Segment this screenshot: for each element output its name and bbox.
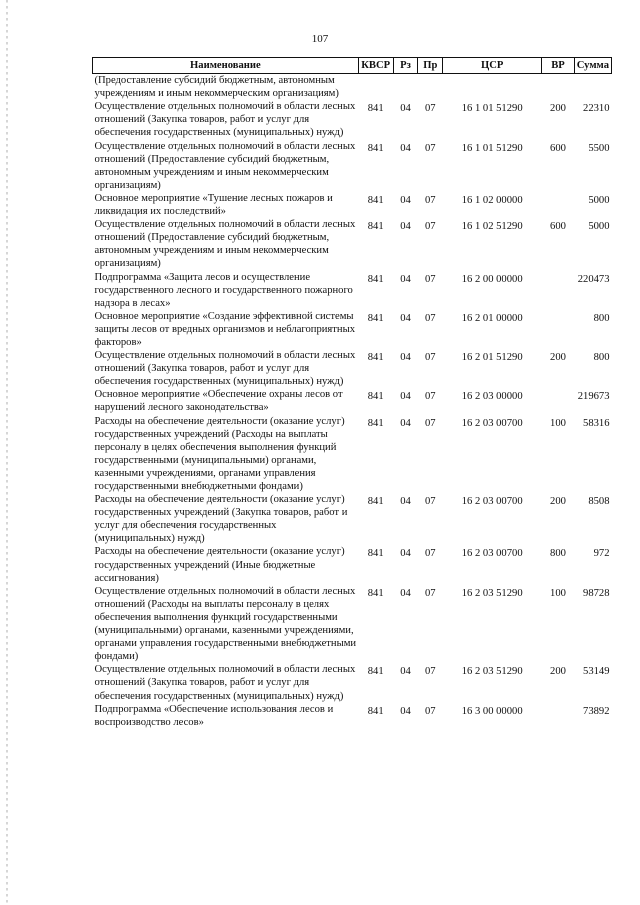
cell-csr: 16 2 01 51290 <box>461 352 523 364</box>
cell-kvsr: 841 <box>367 587 384 599</box>
cell-vr: 100 <box>550 587 566 599</box>
cell-csr: 16 3 00 00000 <box>461 705 523 717</box>
cell-sum: 53149 <box>583 666 610 678</box>
cell-name: Основное мероприятие «Создание эффективной системы защиты лесов от вредных организмов и неблагоприятных факторов» <box>94 310 355 348</box>
cell-pr: 07 <box>425 587 436 599</box>
cell-name: Осуществление отдельных полномочий в области лесных отношений (Закупка товаров, работ и услуг для обеспечения государственных (муниципальных) нужд) <box>94 350 356 388</box>
cell-csr: 16 2 03 51290 <box>461 666 523 678</box>
cell-rz: 04 <box>400 273 411 285</box>
header-vr: ВР <box>542 58 575 74</box>
cell-pr: 07 <box>425 666 436 678</box>
cell-sum: 5000 <box>588 194 610 206</box>
cell-name: Осуществление отдельных полномочий в области лесных отношений (Предоставление субсидий бюджетным, автономным учреждениям и иным некоммерческим организациям) <box>94 140 356 191</box>
cell-vr <box>542 388 575 414</box>
cell-sum: 5000 <box>588 221 610 233</box>
cell-kvsr: 841 <box>367 666 384 678</box>
cell-sum: 800 <box>593 312 610 324</box>
table-row <box>93 74 612 101</box>
cell-vr <box>542 271 575 310</box>
table-header-row <box>93 58 612 74</box>
table-row <box>93 493 612 545</box>
cell-csr: 16 2 03 00700 <box>461 548 523 560</box>
cell-pr: 07 <box>425 548 436 560</box>
cell-name: Подпрограмма «Защита лесов и осуществление государственного лесного и государственного пожарного надзора в лесах» <box>94 271 353 309</box>
cell-kvsr: 841 <box>367 417 384 429</box>
cell-vr: 200 <box>550 496 566 508</box>
cell-name: Основное мероприятие «Обеспечение охраны лесов от нарушений лесного законодательства» <box>94 389 343 414</box>
cell-rz: 04 <box>400 312 411 324</box>
cell-rz: 04 <box>400 142 411 154</box>
cell-vr <box>542 74 575 101</box>
cell-csr: 16 1 02 00000 <box>461 194 523 206</box>
cell-csr: 16 2 03 00700 <box>461 417 523 429</box>
cell-rz: 04 <box>400 548 411 560</box>
table-row <box>93 100 612 139</box>
cell-sum <box>574 74 611 101</box>
header-sum: Сумма <box>574 58 611 74</box>
cell-kvsr: 841 <box>367 103 384 115</box>
cell-pr: 07 <box>425 273 436 285</box>
cell-kvsr: 841 <box>367 273 384 285</box>
cell-rz: 04 <box>400 587 411 599</box>
cell-sum: 5500 <box>588 142 610 154</box>
cell-sum: 22310 <box>583 103 610 115</box>
cell-pr: 07 <box>425 312 436 324</box>
cell-pr: 07 <box>425 417 436 429</box>
cell-csr: 16 1 01 51290 <box>461 103 523 115</box>
header-pr: Пр <box>418 58 443 74</box>
cell-kvsr: 841 <box>367 312 384 324</box>
cell-pr: 07 <box>425 705 436 717</box>
header-kvsr: КВСР <box>358 58 393 74</box>
table-row <box>93 192 612 218</box>
cell-sum: 219673 <box>577 391 610 403</box>
cell-vr: 100 <box>550 417 566 429</box>
cell-rz: 04 <box>400 352 411 364</box>
cell-name: Осуществление отдельных полномочий в области лесных отношений (Закупка товаров, работ и услуг для обеспечения государственных (муниципальных) нужд) <box>94 664 356 702</box>
cell-kvsr: 841 <box>367 496 384 508</box>
cell-pr: 07 <box>425 221 436 233</box>
cell-kvsr <box>358 74 393 101</box>
cell-sum: 220473 <box>577 273 610 285</box>
cell-vr: 800 <box>550 548 566 560</box>
cell-rz: 04 <box>400 496 411 508</box>
cell-rz: 04 <box>400 194 411 206</box>
cell-name: Подпрограмма «Обеспечение использования лесов и воспроизводство лесов» <box>94 703 334 728</box>
cell-pr <box>418 74 443 101</box>
cell-name: Расходы на обеспечение деятельности (оказание услуг) государственных учреждений (Иные бюджетные ассигнования) <box>94 546 345 584</box>
budget-table <box>92 57 612 729</box>
table-row <box>93 271 612 310</box>
cell-sum: 58316 <box>583 417 610 429</box>
table-row <box>93 310 612 349</box>
cell-rz: 04 <box>400 666 411 678</box>
cell-sum: 8508 <box>588 496 610 508</box>
cell-rz: 04 <box>400 391 411 403</box>
cell-sum: 73892 <box>583 705 610 717</box>
cell-vr: 600 <box>550 221 566 233</box>
cell-rz: 04 <box>400 221 411 233</box>
cell-sum: 972 <box>593 548 610 560</box>
header-csr: ЦСР <box>443 58 542 74</box>
page-number: 107 <box>311 33 329 45</box>
cell-vr: 200 <box>550 352 566 364</box>
cell-name: Осуществление отдельных полномочий в области лесных отношений (Закупка товаров, работ и услуг для обеспечения государственных (муниципальных) нужд) <box>94 101 356 139</box>
cell-rz: 04 <box>400 417 411 429</box>
cell-vr: 200 <box>550 103 566 115</box>
table-row <box>93 703 612 729</box>
header-rz: Рз <box>393 58 418 74</box>
table-row <box>93 415 612 494</box>
cell-name: Осуществление отдельных полномочий в области лесных отношений (Расходы на выплаты персоналу в целях обеспечения выполнения функций государственными (муниципальными) органами, казенными учреждениями, органами управления государственными внебюджетными фондами) <box>94 585 357 663</box>
cell-rz: 04 <box>400 705 411 717</box>
cell-csr: 16 2 03 51290 <box>461 587 523 599</box>
cell-vr <box>542 192 575 218</box>
cell-kvsr: 841 <box>367 352 384 364</box>
cell-pr: 07 <box>425 142 436 154</box>
cell-csr: 16 2 03 00000 <box>461 391 523 403</box>
cell-pr: 07 <box>425 103 436 115</box>
table-row <box>93 663 612 702</box>
cell-vr <box>542 310 575 349</box>
cell-sum: 800 <box>593 352 610 364</box>
cell-kvsr: 841 <box>367 391 384 403</box>
table-row <box>93 545 612 584</box>
cell-kvsr: 841 <box>367 194 384 206</box>
header-name: Наименование <box>93 58 359 74</box>
cell-csr: 16 1 01 51290 <box>461 142 523 154</box>
cell-kvsr: 841 <box>367 221 384 233</box>
cell-rz: 04 <box>400 103 411 115</box>
table-row <box>93 218 612 270</box>
cell-csr <box>443 74 542 101</box>
cell-pr: 07 <box>425 496 436 508</box>
cell-kvsr: 841 <box>367 548 384 560</box>
cell-csr: 16 2 03 00700 <box>461 496 523 508</box>
cell-vr: 200 <box>550 666 566 678</box>
table-row <box>93 349 612 388</box>
cell-name: Расходы на обеспечение деятельности (оказание услуг) государственных учреждений (Расходы на выплаты персоналу в целях обеспечения выполнения функций государственными (муниципальными) органами, казенными учреждениями, органами управления государственными внебюджетными фондами) <box>94 415 345 492</box>
cell-csr: 16 1 02 51290 <box>461 221 523 233</box>
table-body <box>93 74 612 729</box>
cell-name: (Предоставление субсидий бюджетным, автономным учреждениям и иным некоммерческим организациям) <box>94 75 339 100</box>
cell-csr: 16 2 00 00000 <box>461 273 523 285</box>
cell-csr: 16 2 01 00000 <box>461 312 523 324</box>
table-row <box>93 585 612 664</box>
cell-pr: 07 <box>425 352 436 364</box>
cell-rz <box>393 74 418 101</box>
cell-kvsr: 841 <box>367 142 384 154</box>
cell-kvsr: 841 <box>367 705 384 717</box>
table-row <box>93 388 612 414</box>
table-row <box>93 140 612 192</box>
cell-name: Основное мероприятие «Тушение лесных пожаров и ликвидация их последствий» <box>94 192 333 218</box>
cell-name: Расходы на обеспечение деятельности (оказание услуг) государственных учреждений (Закупка товаров, работ и услуг для обеспечения государственных (муниципальных) нужд) <box>94 494 348 545</box>
cell-vr: 600 <box>550 142 566 154</box>
cell-pr: 07 <box>425 194 436 206</box>
cell-pr: 07 <box>425 391 436 403</box>
cell-vr <box>542 703 575 729</box>
cell-sum: 98728 <box>583 587 610 599</box>
cell-name: Осуществление отдельных полномочий в области лесных отношений (Предоставление субсидий бюджетным, автономным учреждениям и иным некоммерческим организациям) <box>94 219 356 270</box>
scan-margin-dots <box>6 0 8 905</box>
